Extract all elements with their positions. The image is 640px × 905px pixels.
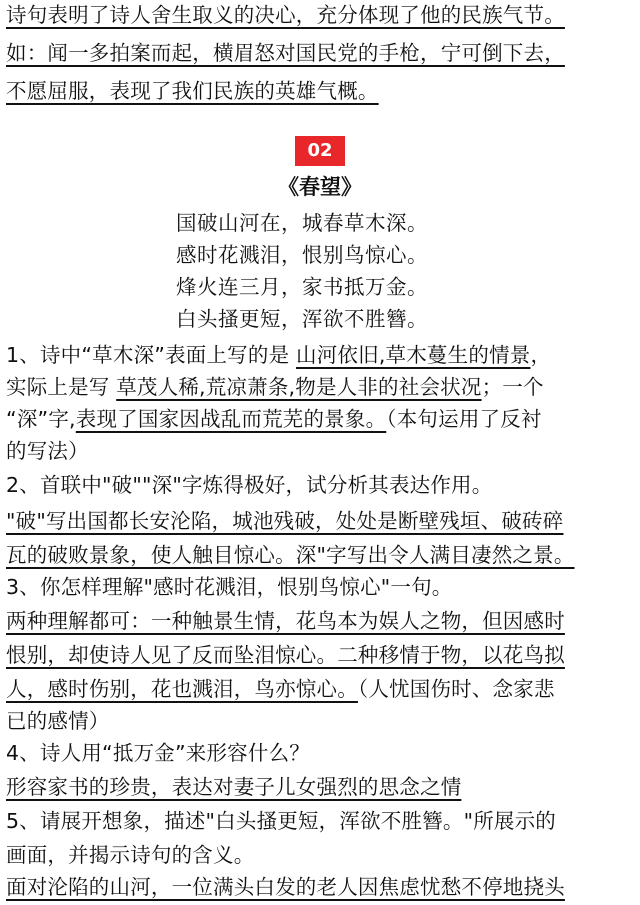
q1-note-end: 的写法）: [6, 439, 89, 463]
q1-line-3: [6, 404, 542, 434]
q4-answer-text: 形容家书的珍贵，表达对妻子儿女强烈的思念之情: [6, 775, 462, 799]
intro-text-3: 不愿屈服，表现了我们民族的英雄气概。: [6, 79, 379, 103]
intro-text-2: 如：闻一多拍案而起，横眉怒对国民党的手枪，宁可倒下去，: [6, 41, 565, 65]
q3-answer-line-4: [6, 706, 110, 736]
q1-line-4: [6, 436, 89, 466]
q5-question-line-2: [6, 840, 254, 870]
q1-answer-part-1: 山河依旧,草木蔓生的情景: [296, 343, 531, 367]
q1-line-2: [6, 372, 544, 402]
q5-question-text-2: 画面，并揭示诗句的含义。: [6, 843, 255, 867]
q3-answer-line-1: [6, 606, 565, 636]
poem-line-4: 白头搔更短，浑欲不胜簪。: [176, 307, 428, 331]
q3-note: （人忧国伤时、念家悲: [357, 677, 555, 701]
q4-answer: [6, 772, 461, 802]
intro-line-1: [6, 0, 565, 30]
q2-answer-line-1: [6, 506, 563, 536]
q1-line-1: [6, 340, 551, 370]
q5-question-text-1: 5、请展开想象，描述"白头搔更短，浑欲不胜簪。"所展示的: [6, 809, 556, 833]
q1-note: （本句运用了反衬: [386, 407, 542, 431]
poem-line-1: 国破山河在，城春草木深。: [176, 211, 428, 235]
q2-question-text: 2、首联中"破""深"字炼得极好，试分析其表达作用。: [6, 473, 493, 497]
intro-text-1: 诗句表明了诗人舍生取义的决心，充分体现了他的民族气节。: [6, 3, 565, 27]
poem-line-2: 感时花溅泪，恨别鸟惊心。: [176, 243, 428, 267]
q4-question-text: 4、诗人用“抵万金”来形容什么？: [6, 741, 310, 765]
intro-line-3: [6, 76, 379, 106]
poem-title: 《春望》: [278, 175, 362, 199]
q2-answer-line-2: [6, 540, 575, 570]
q1-answer-part-3: 表现了国家因战乱而荒芜的景象。: [75, 407, 387, 431]
poem-line-3: 烽火连三月，家书抵万金。: [176, 275, 428, 299]
q1-text-3a: “深”字,: [6, 407, 76, 431]
q2-question: [6, 470, 492, 500]
section-number-badge: 02: [295, 136, 345, 166]
q3-answer-text-2: 恨别，却使诗人见了反而坠泪惊心。二种移情于物，以花鸟拟: [6, 643, 565, 667]
q4-question: [6, 738, 310, 768]
q1-text-2a: 实际上是写: [6, 375, 110, 399]
q3-question: [6, 572, 453, 602]
q3-answer-line-2: [6, 640, 565, 670]
q2-answer-text-2: 瓦的破败景象，使人触目惊心。深"字写出令人满目凄然之景。: [6, 543, 575, 567]
intro-line-2: [6, 38, 565, 68]
q3-answer-text-3: 人，感时伤别，花也溅泪，鸟亦惊心。: [6, 677, 358, 701]
q1-text-2c: ；一个: [481, 375, 544, 399]
q3-question-text: 3、你怎样理解"感时花溅泪，恨别鸟惊心"一句。: [6, 575, 453, 599]
q1-punct-1: ，: [530, 343, 552, 367]
q5-question-line-1: [6, 806, 556, 836]
q2-answer-text-1: "破"写出国都长安沦陷，城池残破，处处是断壁残垣、破砖碎: [6, 509, 564, 533]
q3-note-end: 已的感情）: [6, 709, 110, 733]
q5-answer-text-1: 面对沦陷的山河，一位满头白发的老人因焦虑忧愁不停地挠头: [6, 875, 565, 899]
q3-answer-text-1: 两种理解都可：一种触景生情，花鸟本为娱人之物，但因感时: [6, 609, 565, 633]
q5-answer-line-1: [6, 872, 565, 902]
q1-question-text: 1、诗中“草木深”表面上写的是: [6, 343, 290, 367]
q3-answer-line-3: [6, 674, 555, 704]
q1-answer-part-2: 草茂人稀,荒凉萧条,物是人非的社会状况: [116, 375, 482, 399]
